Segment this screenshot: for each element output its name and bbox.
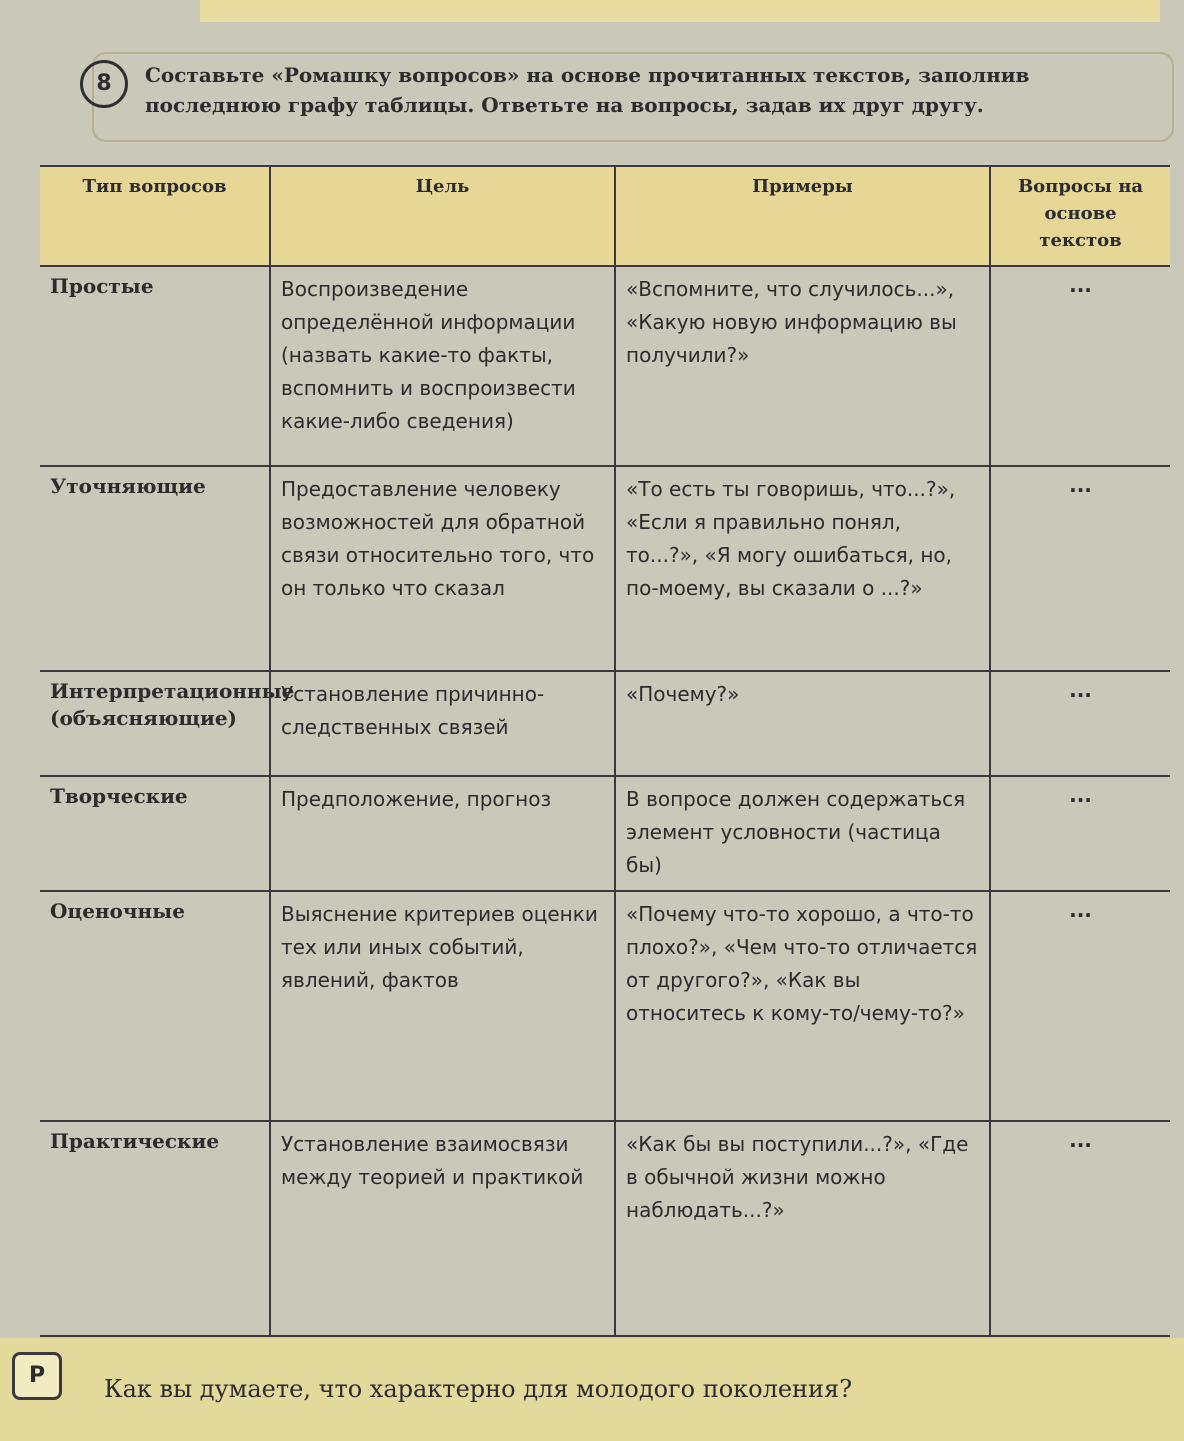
- cell-examples: «Как бы вы поступили...?», «Где в обычной жизни можно наблюдать...?»: [615, 1121, 990, 1336]
- table-row: [40, 776, 1170, 891]
- cell-type: Творческие: [40, 776, 270, 891]
- table-row: [40, 891, 1170, 1121]
- cell-examples: «Почему?»: [615, 671, 990, 776]
- task-instruction: [145, 60, 1155, 120]
- cell-questions: ...: [990, 266, 1170, 466]
- cell-examples: «То есть ты говоришь, что...?», «Если я правильно понял, то...?», «Я могу ошибаться, но, по-моему, вы сказали о ...?»: [615, 466, 990, 671]
- task-instruction-line-2: последнюю графу таблицы. Ответьте на вопросы, задав их друг другу.: [145, 93, 984, 117]
- cell-examples: «Почему что-то хорошо, а что-то плохо?», «Чем что-то отличается от другого?», «Как вы относитесь к кому-то/чему-то?»: [615, 891, 990, 1121]
- header-goal: Цель: [270, 166, 615, 266]
- cell-goal: Предоставление человеку возможностей для обратной связи относительно того, что он только что сказал: [270, 466, 615, 671]
- top-color-band: [200, 0, 1160, 22]
- header-examples: Примеры: [615, 166, 990, 266]
- table-row: [40, 671, 1170, 776]
- cell-questions: ...: [990, 466, 1170, 671]
- cell-examples: В вопросе должен содержаться элемент условности (частица бы): [615, 776, 990, 891]
- cell-type: Практические: [40, 1121, 270, 1336]
- cell-type: Простые: [40, 266, 270, 466]
- bottom-question-text: Как вы думаете, что характерно для молодого поколения?: [104, 1375, 853, 1403]
- cell-goal: Выяснение критериев оценки тех или иных событий, явлений, фактов: [270, 891, 615, 1121]
- table-row: [40, 466, 1170, 671]
- question-types-table: [40, 165, 1170, 1337]
- header-type: Тип вопросов: [40, 166, 270, 266]
- cell-questions: ...: [990, 671, 1170, 776]
- cell-goal: Установление причинно-следственных связей: [270, 671, 615, 776]
- table-row: [40, 1121, 1170, 1336]
- table-row: [40, 266, 1170, 466]
- cell-questions: ...: [990, 776, 1170, 891]
- cell-questions: ...: [990, 1121, 1170, 1336]
- cell-type: Оценочные: [40, 891, 270, 1121]
- cell-questions: ...: [990, 891, 1170, 1121]
- header-questions: Вопросы на основе текстов: [990, 166, 1170, 266]
- cell-type: Интерпретационные (объясняющие): [40, 671, 270, 776]
- task-instruction-line-1: Составьте «Ромашку вопросов» на основе прочитанных текстов, заполнив: [145, 63, 1030, 87]
- speech-bubble-icon: P: [12, 1352, 62, 1400]
- cell-examples: «Вспомните, что случилось...», «Какую новую информацию вы получили?»: [615, 266, 990, 466]
- table-header-row: [40, 166, 1170, 266]
- cell-goal: Воспроизведение определённой информации (назвать какие-то факты, вспомнить и воспроизвести какие-либо сведения): [270, 266, 615, 466]
- cell-goal: Установление взаимосвязи между теорией и практикой: [270, 1121, 615, 1336]
- cell-type: Уточняющие: [40, 466, 270, 671]
- task-number-badge: 8: [80, 60, 128, 108]
- cell-goal: Предположение, прогноз: [270, 776, 615, 891]
